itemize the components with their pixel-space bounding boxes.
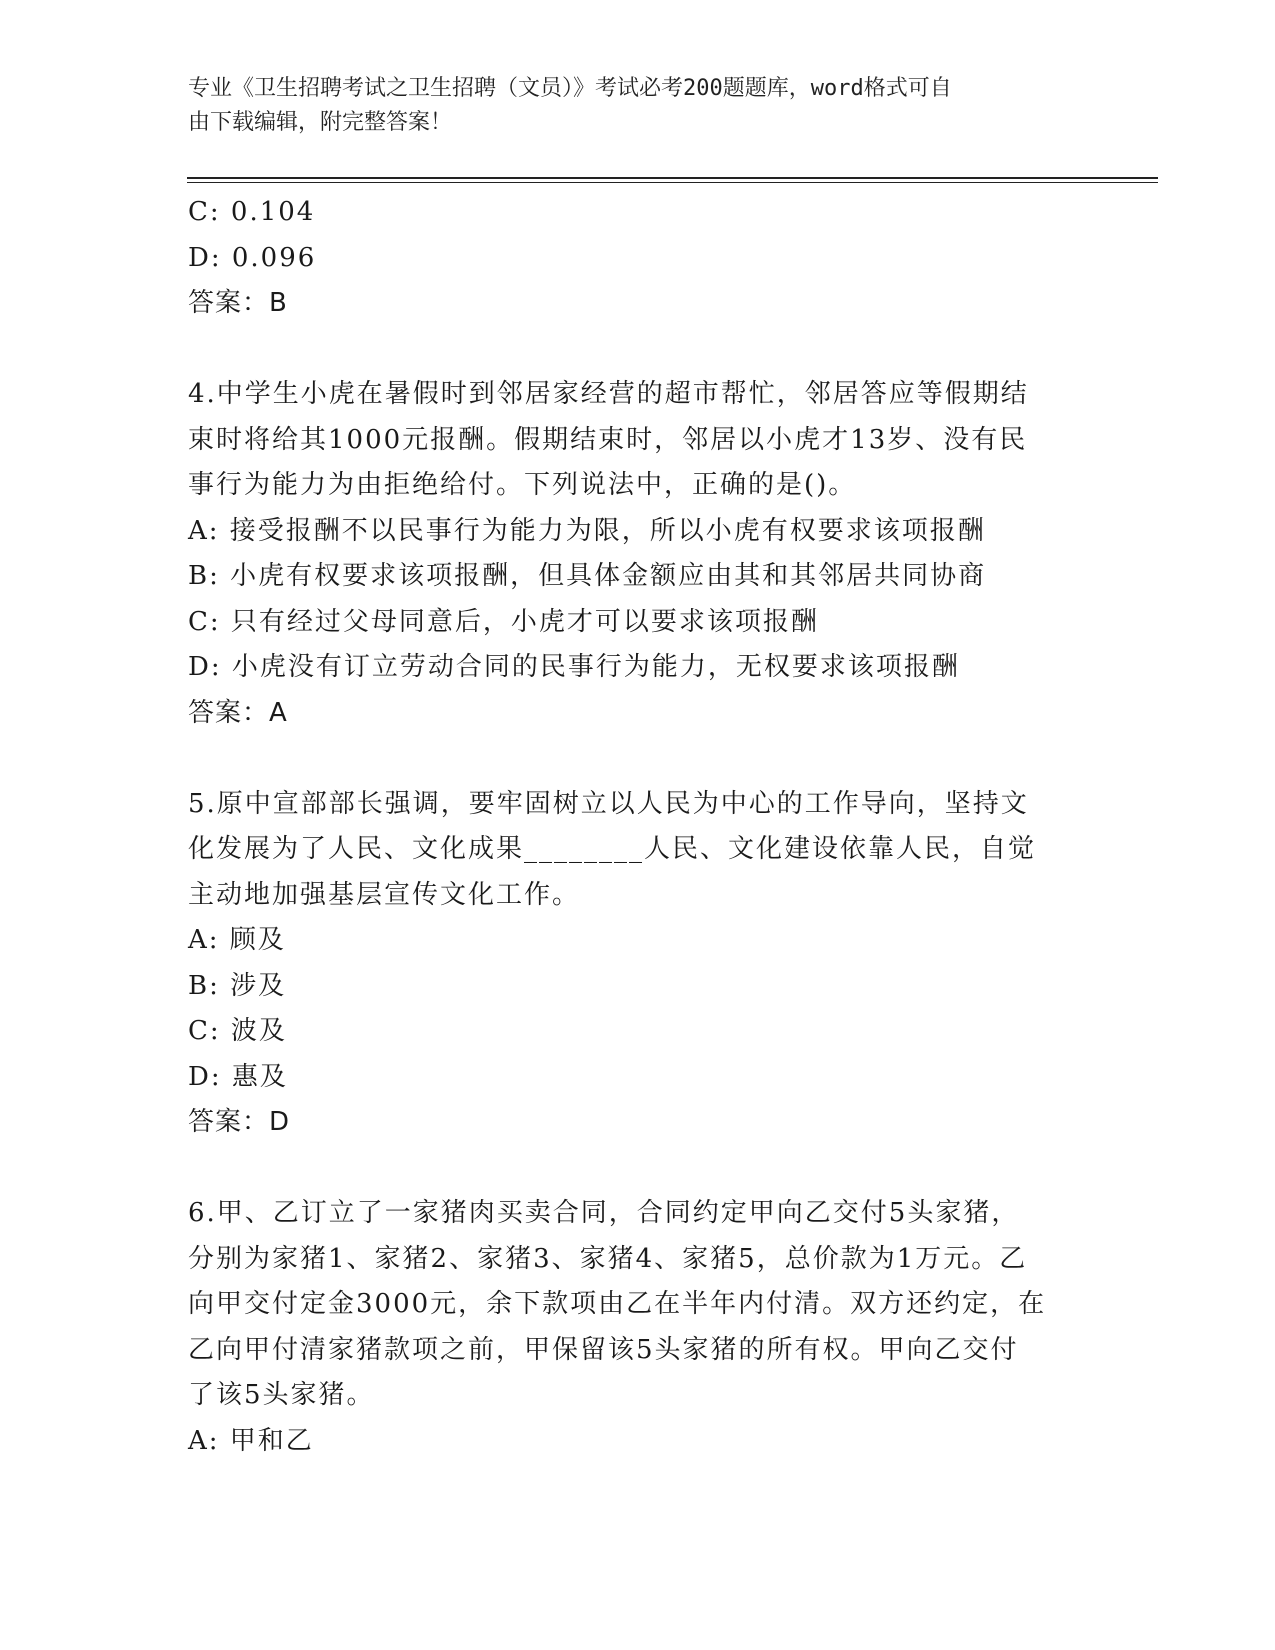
question-stem-line: 事行为能力为由拒绝给付。下列说法中，正确的是()。 <box>188 470 857 500</box>
option-d: D: 0.096 <box>188 242 317 273</box>
option-d: D: 惠及 <box>188 1061 288 1092</box>
question-stem-line: 分别为家猪1、家猪2、家猪3、家猪4、家猪5，总价款为1万元。乙 <box>188 1243 1028 1274</box>
question-stem-line: 5.原中宣部部长强调，要牢固树立以人民为中心的工作导向，坚持文 <box>188 788 1029 819</box>
header-rule-thick <box>187 177 1158 179</box>
answer-line: 答案：D <box>188 1107 291 1137</box>
question-stem-line: 4.中学生小虎在暑假时到邻居家经营的超市帮忙，邻居答应等假期结 <box>188 379 1029 409</box>
option-d: D: 小虎没有订立劳动合同的民事行为能力，无权要求该项报酬 <box>188 652 960 682</box>
answer-line: 答案：B <box>188 288 288 318</box>
question-stem-line: 了该5头家猪。 <box>188 1380 375 1410</box>
question-stem-line: 化发展为了人民、文化成果________人民、文化建设依靠人民，自觉 <box>188 834 1037 864</box>
document-body <box>188 190 1108 1464</box>
question-6 <box>188 1191 1108 1464</box>
question-3 <box>188 190 1108 327</box>
option-c: C: 0.104 <box>188 197 316 227</box>
header-line-2: 由下载编辑，附完整答案！ <box>188 110 453 135</box>
option-b: B: 涉及 <box>188 970 287 1001</box>
question-stem-line: 束时将给其1000元报酬。假期结束时，邻居以小虎才13岁、没有民 <box>188 424 1028 455</box>
question-stem-line: 向甲交付定金3000元，余下款项由乙在半年内付清。双方还约定，在 <box>188 1289 1047 1319</box>
option-a: A: 甲和乙 <box>188 1425 314 1456</box>
document-header <box>188 72 1088 140</box>
option-c: C: 只有经过父母同意后，小虎才可以要求该项报酬 <box>188 606 819 637</box>
option-a: A: 顾及 <box>188 925 286 955</box>
question-4 <box>188 372 1108 736</box>
spacer <box>188 1146 1108 1192</box>
header-line-1: 专业《卫生招聘考试之卫生招聘（文员）》考试必考200题题库，word格式可自 <box>188 76 952 101</box>
spacer <box>188 736 1108 782</box>
option-a: A: 接受报酬不以民事行为能力为限，所以小虎有权要求该项报酬 <box>188 515 986 546</box>
question-5 <box>188 782 1108 1146</box>
question-stem-line: 6.甲、乙订立了一家猪肉买卖合同，合同约定甲向乙交付5头家猪， <box>188 1198 1020 1228</box>
option-b: B: 小虎有权要求该项报酬，但具体金额应由其和其邻居共同协商 <box>188 561 987 591</box>
spacer <box>188 327 1108 373</box>
question-stem-line: 主动地加强基层宣传文化工作。 <box>188 879 581 910</box>
option-c: C: 波及 <box>188 1016 287 1046</box>
question-stem-line: 乙向甲付清家猪款项之前，甲保留该5头家猪的所有权。甲向乙交付 <box>188 1334 1019 1365</box>
answer-line: 答案：A <box>188 697 288 728</box>
header-rule-thin <box>187 182 1158 183</box>
